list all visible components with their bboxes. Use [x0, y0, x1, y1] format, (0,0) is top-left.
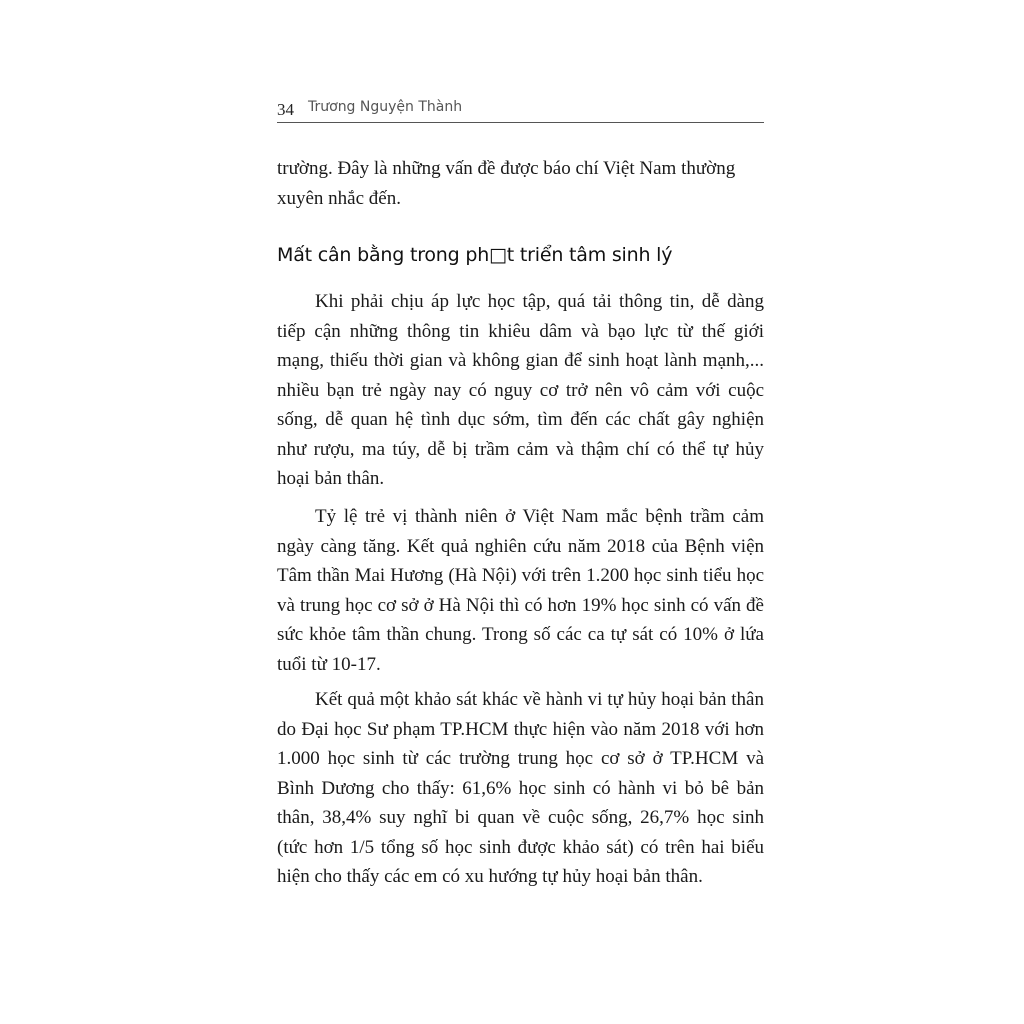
body-paragraph-2: Tỷ lệ trẻ vị thành niên ở Việt Nam mắc bệnh trầm cảm ngày càng tăng. Kết quả nghiên cứu năm 2018 của Bệnh viện Tâm thần Mai Hương (Hà Nội) với trên 1.200 học sinh tiểu học và trung học cơ sở ở Hà Nội thì có hơn 19% học sinh có vấn đề sức khỏe tâm thần chung. Trong số các ca tự sát có 10% ở lứa tuổi từ 10-17. — [277, 506, 764, 675]
body-paragraph-1: Khi phải chịu áp lực học tập, quá tải thông tin, dễ dàng tiếp cận những thông tin khiêu dâm và bạo lực từ thế giới mạng, thiếu thời gian và không gian để sinh hoạt lành mạnh,... nhiều bạn trẻ ngày nay có nguy cơ trở nên vô cảm với cuộc sống, dễ quan hệ tình dục sớm, tìm đến các chất gây nghiện như rượu, ma túy, dễ bị trầm cảm và thậm chí có thể tự hủy hoại bản thân. — [277, 291, 764, 489]
body-paragraph-3: Kết quả một khảo sát khác về hành vi tự hủy hoại bản thân do Đại học Sư phạm TP.HCM thực hiện vào năm 2018 với hơn 1.000 học sinh từ các trường trung học cơ sở ở TP.HCM và Bình Dương cho thấy: 61,6% học sinh có hành vi bỏ bê bản thân, 38,4% suy nghĩ bi quan về cuộc sống, 26,7% học sinh (tức hơn 1/5 tổng số học sinh được khảo sát) có trên hai biểu hiện cho thấy các em có xu hướng tự hủy hoại bản thân. — [277, 689, 764, 887]
section-heading: Mất cân bằng trong ph□t triển tâm sinh lý — [277, 244, 673, 266]
page-number: 34 — [277, 100, 294, 119]
running-header — [277, 98, 764, 123]
continued-paragraph: trường. Đây là những vấn đề được báo chí Việt Nam thường xuyên nhắc đến. — [277, 158, 736, 209]
author-name: Trương Nguyện Thành — [308, 99, 463, 115]
